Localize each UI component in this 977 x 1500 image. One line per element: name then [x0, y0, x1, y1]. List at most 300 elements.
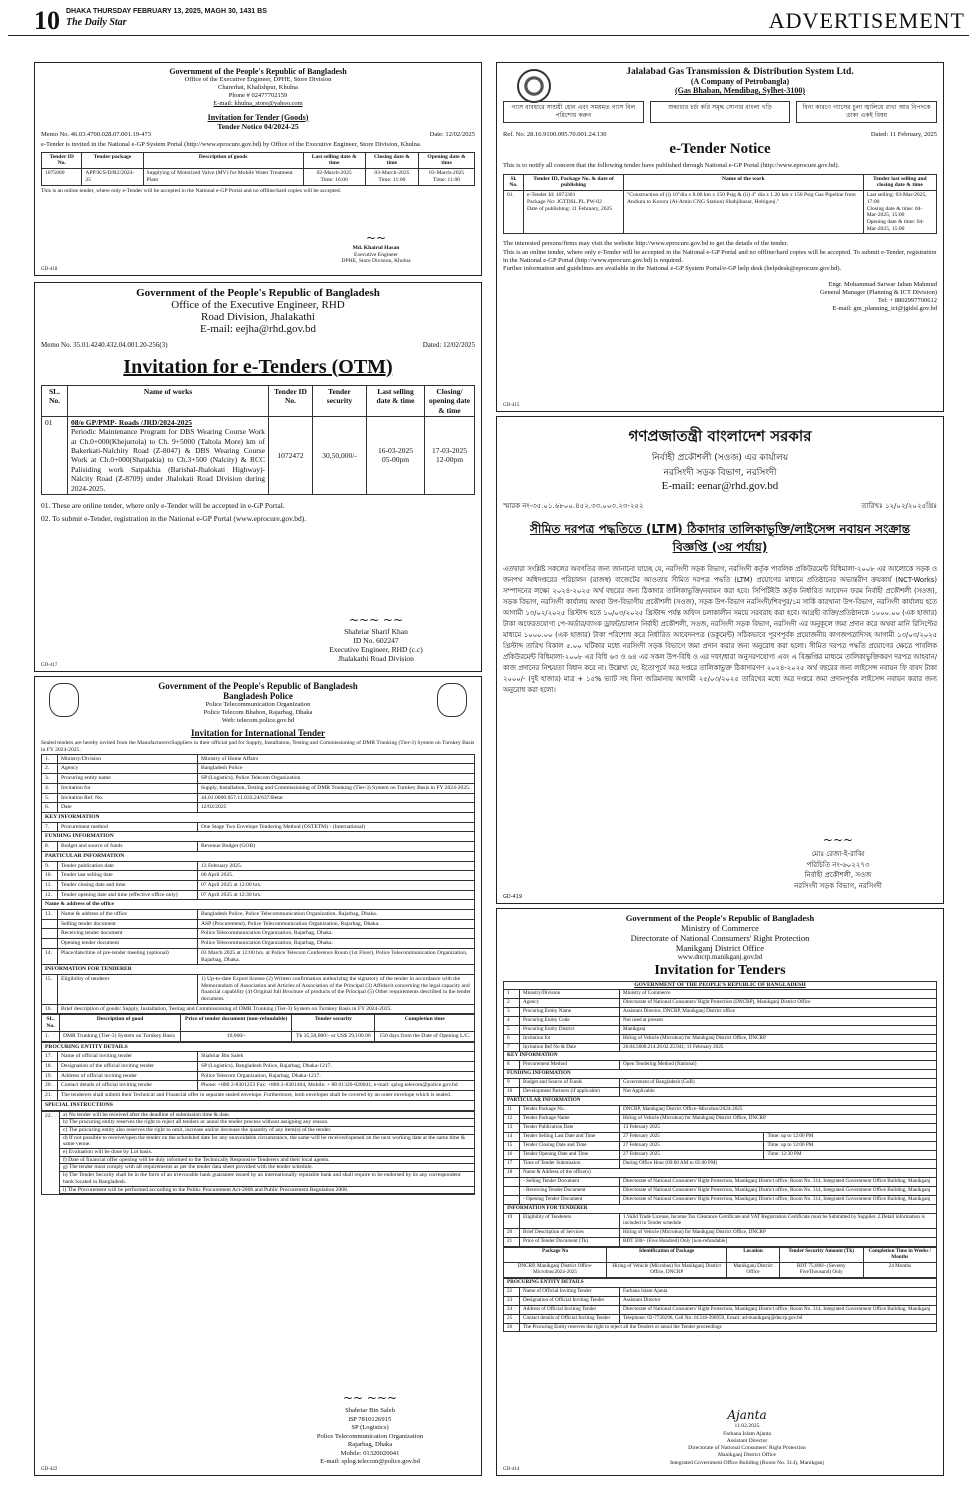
ad4-td: 22.: [42, 1111, 60, 1195]
ad4-th: Description of good: [60, 1015, 181, 1031]
ad2-company: Jalalabad Gas Transmission & Distribution System Ltd.: [626, 67, 854, 77]
ad1-td: Supplying of Motorized Valve (MV) for Mobile Water Treatment Plant: [143, 169, 303, 185]
ad4-td: 10,000/-: [181, 1031, 292, 1041]
table-cell: Designation of Official Inviting Tender: [520, 1296, 620, 1305]
signature-mark: ~~~ ~~: [348, 613, 404, 627]
table-cell: Budget and source of funds: [58, 842, 198, 852]
ad1-gov: Government of the People's Republic of Bangladesh: [169, 67, 347, 76]
table-cell: 13: [504, 1124, 520, 1133]
ad3-td: 01: [42, 416, 68, 494]
table-cell: Tender Package No.: [520, 1106, 620, 1115]
instruction-item: f) Date of financial offer opening will be duly informed to the Technically Responsive Tenderers and their local agents.: [60, 1157, 474, 1165]
table-cell: Time: 12:30 PM: [764, 1151, 937, 1160]
ad3-memo: Memo No. 35.01.4240.432.04.001.20-256(3): [41, 341, 168, 349]
table-cell: Eligibility of Tenderers: [520, 1213, 620, 1228]
table-cell: 17: [504, 1160, 520, 1169]
ad-bangladesh-police: [34, 676, 482, 1476]
table-cell: Brief description of goods: Supply, Installation, Testing and Commissioning of DMR Trunking (Tier-3) System on Turnkey Basis in FY 2024-2025.: [58, 1004, 475, 1014]
table-cell: 8: [504, 1061, 520, 1070]
table-row: [42, 974, 475, 1004]
ad-jalalabad-gas: [496, 62, 944, 412]
table-cell: Tender Closing Date and Time: [520, 1142, 620, 1151]
table-cell: Development Partners (if applicable): [520, 1088, 620, 1097]
table-cell: Tender Package Name: [520, 1115, 620, 1124]
table-cell: 21: [504, 1237, 520, 1246]
table-row: [42, 880, 475, 890]
table-cell: 26: [504, 1323, 520, 1332]
table-cell: Hiring of Vehicle (Microbus) for Manikganj District Office, DNCRP: [620, 1228, 937, 1237]
table-cell: 27 February 2025: [620, 1151, 764, 1160]
table-cell: 5.: [42, 793, 58, 803]
table-cell: 2.: [42, 764, 58, 774]
ad2-th: Tender last selling and closing date & time: [863, 174, 936, 190]
table-cell: BDT 500/- (Five Hundred) Only [non-refundable]: [620, 1237, 937, 1246]
ad1-th: Last selling date & time: [303, 152, 365, 168]
ad1-sign-title: Executive Engineer: [354, 251, 398, 258]
section-heading: SPECIAL INSTRUCTIONS: [42, 1100, 475, 1110]
ad3-signature: Shahriar Sharif Khan ID No. 602247 Executive Engineer, RHD (c.c) Jhalakathi Road Division: [329, 627, 423, 663]
gd-code: GD-418: [41, 267, 58, 272]
table-row: [504, 1213, 937, 1228]
table-cell: Farhana Islam Ajanta: [620, 1287, 937, 1296]
table-row: [504, 1142, 937, 1151]
ad4-th: Tender security: [292, 1015, 375, 1031]
section-heading: PROCURING ENTITY DETAILS: [504, 1278, 937, 1287]
ad6-th: Tender Security Amount (Tk): [779, 1247, 863, 1262]
table-cell: Address of official inviting tender: [58, 1071, 198, 1081]
table-cell: Tender opening date and time (effective office only): [58, 890, 198, 900]
ad3-date: Dated: 12/02/2025: [422, 341, 475, 349]
instruction-item: h) The Tender Security shall be in the form of an irrevocable bank guarantee issued by an internationally reputable bank and shall require to be endorsed by its any correspondent bank located in Bangladesh.: [60, 1172, 474, 1186]
ad1-memo: Memo No. 46.03.4700.028.07.001.19-473: [41, 130, 151, 138]
table-row: [504, 1034, 937, 1043]
table-cell: Bangladesh Police, Police Telecommunication Organization, Rajarbag, Dhaka.: [198, 910, 475, 920]
table-cell: Hiring of Vehicle (Microbus) for Manikganj District Office, DNCRP: [620, 1034, 937, 1043]
table-cell: Procuring Entity Name: [520, 1007, 620, 1016]
table-cell: Contact details of official inviting tender: [58, 1081, 198, 1091]
table-cell: 13 February 2025: [620, 1124, 937, 1133]
ad5-title: সীমিত দরপত্র পদ্ধতিতে (LTM) ঠিকাদার তালিকাভুক্তি/লাইসেন্স নবায়ন সংক্রান্ত বিজ্ঞপ্তি (৩য় পর্যায়): [529, 522, 911, 554]
ad3-td: 16-03-2025 05-00pm: [367, 416, 425, 494]
ad3-email[interactable]: E-mail: eejha@rhd.gov.bd: [199, 323, 317, 335]
table-cell: Opening tender document: [58, 939, 198, 949]
table-row: [504, 1323, 937, 1332]
table-cell: Agency: [520, 998, 620, 1007]
ad4-address: Police Telecom Bhabon, Rajarbag, Dhaka: [203, 709, 313, 717]
ad1-th: Closing date & time: [365, 152, 418, 168]
date-line: DHAKA THURSDAY FEBRUARY 13, 2025, MAGH 30, 1431 BS: [66, 8, 267, 15]
ad3-td: 1072472: [269, 416, 313, 494]
table-cell: 1) Up-to-date Export license (2) Written confirmation authorizing the signatory of the tender in accordance with the Memorandum of Association and Articles of Association of the Principal (3) Affidavit concerning the legal capacity and financial capability (4) Original full Brochure of products of the Principal (5) Other requirements described in the tender document.: [198, 974, 475, 1004]
table-row: [42, 842, 475, 852]
table-cell: SP (Logistics), Police Telecom Organization: [198, 774, 475, 784]
ad5-body: এতদ্বারা সংশ্লিষ্ট সকলের অবগতির জন্য জানানো যাচ্ছে যে, নরসিংদী সড়ক বিভাগ, নরসিংদী কর্তৃক পাবলিক প্রকিউরমেন্ট বিধিমালা-২০০৮ এর আলোকে সড়ক ও জনপথ অধিদপ্তরের পরিচালন (রাজস্ব) বাজেটের আওতায় সীমিত দরপত্র পদ্ধতি (LTM) প্রয়োগের মাধ্যমে প্রতিষ্ঠানের অভ্যন্তরীণ ক্রয়কার্য (NCT-Works) সম্পাদনের লক্ষ্যে ২০২৪-২০২৫ অর্থ বছরের জন্য ঠিকাদার তালিকাভুক্তি/নবায়ন করা হবে। সিপিটিইউ কর্তৃক নির্ধারিত আবেদন ফরম নির্বাহী প্রকৌশলী (সওজ), সড়ক বিভাগ, নরসিংদী কার্যালয় অথবা উপ-বিভাগীয় প্রকৌশলী (সওজ), সড়ক উপ-বিভাগ নরসিংদী/শিবপুর/১ম সার্কি কারখানা উপ-বিভাগ, নরসিংদী কার্যালয় হতে আগামী ১৩/০২/২০২৫ খ্রিস্টাব্দ হতে ১০/০৩/২০২৫ খ্রিস্টাব্দ পর্যন্ত অফিস চলাকালীন সময়ে সরবরাহ করা হবে। আগ্রহী ব্যক্তি/প্রতিষ্ঠানকে ১০০০.০০ (এক হাজার) টাকা অফেরতযোগ্য পে-অর্ডার/ব্যাংক ড্রাফট/চালান নির্বাহী প্রকৌশলী, সওজ, নরসিংদী সড়ক বিভাগ, নরসিংদী এর অনুকূলে জমা প্রদান করে অথবা মানি রিসিপ্টের মাধ্যমে ১০০০.০০ (এক হাজার) টাকা পরিশোধ করে নির্ধারিত আবেদনপত্র (ডকুমেন্ট) সঠিকভাবে পূরণপূর্বক প্রয়োজনীয় কাগজপত্রাদিসহ আগামী ১৩/০৩/২০২৫ খ্রিস্টাব্দ তারিখ বিকাল ৫.০০ ঘটিকার মধ্যে নরসিংদী সড়ক বিভাগে জমা প্রদান করার জন্য অনুরোধ করা হলো। সীমিত দরপত্র পদ্ধতি প্রয়োগের ক্ষেত্রে পাবলিক প্রকিউরমেন্ট বিধিমালা-২০০৮ এর বিধি ৬৩ ও ৬৪ এর সকল উপ-বিধি ও এর দফা/ধারা অনুসরণযোগ্য এবং এ বিজ্ঞপ্তির মাধ্যমে তালিকাভুক্তিকরণ দরপত্র আহবান/কাজ প্রদানের নিশ্চয়তা বিধান করে না। উল্লেখ্য যে, ইতোপূর্বে অত্র দপ্তরে তালিকাভুক্ত ঠিকাদারগণ ২০২৪-২০২৫ অর্থ বছরের জন্য লাইসেন্স নবায়ন ফি বাবদ টাকা ২০০০/- (দুই হাজার) মাত্র + ১৫% ভ্যাট সহ বিনা জরিমানায় আগামী ২৫/০৩/২০২৫ তারিখের মধ্যে অত্র দপ্তরে জমা প্রদানপূর্বক লাইসেন্স নবায়ন করার জন্য অনুরোধ করা হলো।: [503, 565, 937, 694]
ad4-entity-table: [41, 1042, 475, 1111]
table-cell: Agency: [58, 764, 198, 774]
table-cell: 24: [504, 1305, 520, 1314]
table-row: [504, 1088, 937, 1097]
ad3-th: Name of works: [68, 385, 269, 416]
ad1-table: [41, 152, 475, 186]
table-row: [504, 1169, 937, 1178]
ad1-address: Charerhat, Khalishpur, Khulna: [218, 84, 298, 92]
table-cell: Place/date/time of pre-tender meeting (optional): [58, 948, 198, 964]
ad5-office: নির্বাহী প্রকৌশলী (সওজ) এর কার্যালয়: [651, 453, 789, 463]
section-heading: PROCURING ENTITY DETAILS: [42, 1042, 475, 1052]
table-row: [42, 939, 475, 949]
ad6-title: Invitation for Tenders: [654, 963, 786, 978]
table-row: [504, 1052, 937, 1061]
table-cell: 13 February 2025.: [198, 861, 475, 871]
ad6-gov: Government of the People's Republic of Bangladesh: [625, 913, 815, 923]
table-cell: Directorate of National Consumers' Right Protection, Manikganj District office, Room No. 314, Integrated Government Office Building, Manikganj: [620, 1305, 937, 1314]
table-row: [504, 1016, 937, 1025]
table-cell: Tender publication date: [58, 861, 198, 871]
ad4-th: Completion time: [375, 1015, 475, 1031]
ad6-web[interactable]: www.dncrp.manikganj.gov.bd: [677, 953, 763, 961]
ad3-td: 30,50,000/-: [313, 416, 367, 494]
table-cell: Procuring Entity District: [520, 1025, 620, 1034]
table-cell: Name of official inviting tender: [58, 1052, 198, 1062]
ad5-division: নরসিংদী সড়ক বিভাগ, নরসিংদী: [663, 468, 777, 478]
ad2-parent: (A Company of Petrobangla): [690, 77, 790, 86]
ad4-org: Police Telecommunication Organization: [205, 701, 311, 708]
table-cell: Not used at present: [620, 1016, 937, 1025]
ad-rhd-narsingdi: [496, 416, 944, 904]
table-cell: Directorate of National Consumers' Right Protection, Manikganj District office, Room No. 314, Integrated Government Office Building, Manikganj: [620, 1195, 937, 1204]
table-row: [42, 851, 475, 861]
table-cell: Open Tendering Method (National): [620, 1061, 937, 1070]
ad3-note1: 01. These are online tender, where only e-Tender will be accepted in e-GP Portal.: [41, 500, 285, 510]
police-emblem-left: [49, 683, 79, 717]
newspaper-logo: The Daily Star: [66, 17, 127, 28]
table-cell: Manikganj: [620, 1025, 937, 1034]
table-cell: 8.: [42, 842, 58, 852]
table-row: [42, 1071, 475, 1081]
ad2-td: Last selling: 03-Mar-2025, 17:00 Closing date & time: 04-Mar-2025, 15:00 Opening date & time: 04-Mar-2025, 15:00: [863, 191, 936, 234]
ad3-th: Tender security: [313, 385, 367, 416]
ad1-email[interactable]: E-mail: khulna_store@yahoo.com: [213, 100, 303, 108]
table-cell: 9: [504, 1079, 520, 1088]
instruction-item: i) The Procurement will be performed according to the Public Procurement Act-2006 and Public Procurement Regulation 2008.: [60, 1187, 474, 1195]
table-cell: 1.: [42, 754, 58, 764]
table-cell: 19: [504, 1213, 520, 1228]
table-row: [42, 965, 475, 975]
slogan: শুদ্ধাচার চর্চা করি সমৃদ্ধ সোনার বাংলা গড়ি: [650, 101, 791, 123]
instruction-item: c) The procuring entity also reserves the right to omit, increase and/or decrease the quantity of any item(s) of the tender.: [60, 1127, 474, 1135]
table-row: [504, 1314, 937, 1323]
gd-code: GD-419: [503, 894, 523, 900]
table-row: [42, 793, 475, 803]
ad4-signature-block: [275, 1391, 465, 1467]
table-row: [42, 803, 475, 813]
ad1-date: Date: 12/02/2025: [429, 130, 475, 138]
table-cell: During Office Hour (09:00 AM to 05:00 PM): [620, 1160, 937, 1169]
ad6-td: BDT 75,000/- (Seventy FiveThousand) Only: [779, 1262, 863, 1277]
ad1-intro: e-Tender is invited in the National e-GP System Portal (http://www.eprocure.gov.bd) by Office of the Executive Engineer, Store Division, Khulna.: [41, 140, 422, 148]
table-cell: Procuring Entity Code: [520, 1016, 620, 1025]
section-heading: KEY INFORMATION: [504, 1052, 937, 1061]
ad1-td: 1075060: [42, 169, 82, 185]
table-row: [42, 929, 475, 939]
table-row: [42, 1100, 475, 1110]
table-cell: Police Telecommunication Organization, Rajarbag, Dhaka.: [198, 929, 475, 939]
table-cell: 20.: [42, 1081, 58, 1091]
table-cell: 4.: [42, 783, 58, 793]
table-cell: 6.: [42, 803, 58, 813]
ad-dphe-khulna: [34, 62, 482, 276]
table-cell: 19.: [42, 1071, 58, 1081]
table-row: [504, 1278, 937, 1287]
ad2-date: Dated: 11 February, 2025: [870, 130, 937, 138]
slogan: গ্যাস ব্যবহারে সাশ্রয়ী হোন এবং সময়মত গ্যাস বিল পরিশোধ করুন: [503, 101, 644, 123]
table-row: [42, 783, 475, 793]
table-cell: Procurement method: [58, 822, 198, 832]
table-cell: 3.: [42, 774, 58, 784]
table-row: [42, 1061, 475, 1071]
ad3-table: [41, 385, 475, 495]
table-cell: Assistant Director, DNCRP, Manikganj District office: [620, 1007, 937, 1016]
ad4-agency: Bangladesh Police: [223, 691, 293, 701]
table-row: [504, 1237, 937, 1246]
table-row: [504, 1079, 937, 1088]
table-cell: Date: [58, 803, 198, 813]
ad6-td: Manikganj District Office: [727, 1262, 780, 1277]
table-cell: Police Telecommunication Organization, Rajarbag, Dhaka.: [198, 939, 475, 949]
table-cell: 23: [504, 1296, 520, 1305]
signature-mark: ~~: [365, 230, 387, 245]
table-row: [504, 1195, 937, 1204]
table-row: [42, 948, 475, 964]
table-cell: Procurement Method: [520, 1061, 620, 1070]
ad6-td: DNCRP, Manikganj District Office-Microbus/2024-2025: [504, 1262, 607, 1277]
table-cell: 10.: [42, 871, 58, 881]
ad3-td: 17-03-2025 12-00pm: [425, 416, 475, 494]
slogan: বিনা কারণে গ্যাসের চুলা জ্বালিয়ে রাখা আর বিপদকে ডাকা একই বিষয়: [796, 101, 937, 123]
ad4-gov: Government of the People's Republic of Bangladesh: [158, 681, 358, 691]
table-row: [42, 754, 475, 764]
table-row: [42, 764, 475, 774]
table-cell: Telephone: 02-7720296, Cell No: 01318-396959, Email: ad-manikganj@dncrp.gov.bd: [620, 1314, 937, 1323]
table-cell: 03 March 2025 at 12:00 hrs. at Police Telecom Conference Room (1st Floor), Police Telecommunication Organization, Rajarbag, Dhaka.: [198, 948, 475, 964]
ad6-td: Hiring of Vehicle (Microbus) for Manikganj District Office, DNCRP: [607, 1262, 727, 1277]
section-heading: FUNDING INFORMATION: [42, 832, 475, 842]
ad3-gov: Government of the People's Republic of Bangladesh: [136, 287, 380, 299]
table-cell: Directorate of National Consumers' Right Protection, Manikganj District office, Room No. 314, Integrated Government Office Building, Manikganj: [620, 1178, 937, 1187]
ad4-intro: Sealed tenders are hereby invited from the Manufacturers/Suppliers in their official pad for Supply, Installation, Testing and Commissioning of DMR Trunking (Tier-3) System on Turnkey Basis in FY 2024-2025.: [41, 740, 475, 754]
ad1-signature-block: [311, 231, 441, 266]
ad4-web[interactable]: Web: telecom.police.gov.bd: [221, 717, 295, 725]
table-cell: 2: [504, 998, 520, 1007]
table-cell: [42, 939, 58, 949]
table-cell: 15: [504, 1142, 520, 1151]
table-cell: Designation of the official inviting tender: [58, 1061, 198, 1071]
table-cell: Government of Bangladesh (GoB): [620, 1079, 937, 1088]
table-cell: 27 February 2025: [620, 1142, 764, 1151]
table-cell: [42, 919, 58, 929]
instruction-item: a) No tender will be received after the deadline of submission time & date.: [60, 1112, 474, 1120]
table-cell: 6: [504, 1034, 520, 1043]
table-row: [504, 1007, 937, 1016]
table-cell: Tender Selling Last Date and Time: [520, 1133, 620, 1142]
table-cell: 14.: [42, 948, 58, 964]
table-cell: Invitation Ref. No.: [58, 793, 198, 803]
section-heading: FUNDING INFORMATION: [504, 1070, 937, 1079]
table-row: [42, 861, 475, 871]
table-cell: - Selling Tender Document: [520, 1178, 620, 1187]
section-heading: PARTICULAR INFORMATION: [504, 1097, 937, 1106]
table-cell: 12.: [42, 890, 58, 900]
table-row: [42, 774, 475, 784]
table-row: [42, 1052, 475, 1062]
table-cell: 16.: [42, 1004, 58, 1014]
section-heading: INFORMATION FOR TENDERER: [42, 965, 475, 975]
ad1-td: 03-March-2025 Time: 11:00: [419, 169, 475, 185]
ad3-description: Periodic Maintenance Program for DBS Wearing Course Work at Ch.0+000(Khejurtola) to Ch. 9+5000 (Taltola More) km of Bakerkati-Nalchity Road (Z-8047) & DBS Wearing Course Work at Ch.0+000(Shatpakia) to Ch.3+500 (Nalcity) & RCC Palisiding work Satpakhia (Barishal-Jhalokati Highway)-Nalcity Road (Z-8709) under Jhalokati Road Division during 2024-2025.: [71, 427, 265, 493]
table-row: [42, 890, 475, 900]
table-row: [504, 1061, 937, 1070]
table-row: [504, 1160, 937, 1169]
table-row: [42, 900, 475, 910]
ad4-signature: Shahriar Bin Saleh BP 7810126915 SP (Logistics) Police Telecommunication Organization Rajarbag, Dhaka Mobile: 01320020041 E-mail: splog.telecom@police.gov.bd: [316, 1407, 424, 1466]
ad4-td: 1.: [42, 1031, 60, 1041]
ad5-email[interactable]: E-mail: eenar@rhd.gov.bd: [661, 480, 779, 492]
ad3-th: Tender ID No.: [269, 385, 313, 416]
ad4-title: Invitation for International Tender: [190, 728, 326, 739]
ad5-memo: স্মারক নং-৩৫.০১.৬৮০০.৪৫২.৩৩.০০৩.২৩-২৫২: [503, 502, 644, 510]
ad6-info-table: [503, 989, 937, 1247]
ad1-th: Description of goods: [143, 152, 303, 168]
table-cell: [504, 1195, 520, 1204]
table-cell: 27 February 2025: [620, 1133, 764, 1142]
ad4-td: Tk 35,50,000/- or US$ 29,100.00: [292, 1031, 375, 1041]
table-cell: Name & Address of the office(s): [520, 1169, 937, 1178]
table-cell: Address of Official Inviting Tender: [520, 1305, 620, 1314]
table-cell: Receiving tender document: [58, 929, 198, 939]
table-row: [504, 1097, 937, 1106]
table-cell: Hiring of Vehicle (Microbus) for Manikganj District Office, DNCRP: [620, 1115, 937, 1124]
ad3-th: Last selling date & time: [367, 385, 425, 416]
gd-code: GD-415: [503, 403, 520, 408]
table-row: [504, 1133, 937, 1142]
table-cell: Supply, Installation, Testing and Commissioning of DMR Trunking (Tier-3) System on Turnkey Basis in FY 2024-2025.: [198, 783, 475, 793]
table-cell: Directorate of National Consumers' Right Protection (DNCRP), Manikganj District Office: [620, 998, 937, 1007]
table-cell: Police Telecom Organization, Rajarbag, Dhaka-1217.: [198, 1071, 475, 1081]
ad6-directorate: Directorate of National Consumers' Right Protection: [630, 933, 810, 943]
table-row: [504, 1228, 937, 1237]
ad2-th: Tender ID, Package No. & date of publishing: [524, 174, 624, 190]
section-heading: KEY INFORMATION: [42, 813, 475, 823]
ad3-th: SL. No.: [42, 385, 68, 416]
table-cell: 21.: [42, 1091, 58, 1101]
ad6-th: Completion Time in Weeks / Months: [863, 1247, 936, 1262]
ad5-signature: মোঃ রেজা-ই-রাব্বি পরিচিতি নং-৬০২২৭৩ নির্বাহী প্রকৌশলী, সওজ নরসিংদী সড়ক বিভাগ, নরসিংদী: [794, 850, 882, 890]
ad2-td: e-Tender Id: 1073301 Package No: JGTDSL.PL.PW-02 Date of publishing: 11 February, 2025: [524, 191, 624, 234]
instruction-item: b) The procuring entity reserves the right to reject all tenders or annul the tender process without assigning any reason.: [60, 1119, 474, 1127]
table-cell: Time: up to 12:00 PM: [764, 1142, 937, 1151]
ad1-notice: Tender Notice 04/2024-25: [217, 121, 299, 131]
table-cell: 26.04.5600.214.26.02.25.941; 11 February 2025: [620, 1043, 937, 1052]
table-cell: Brief Description of Services: [520, 1228, 620, 1237]
table-cell: [504, 1178, 520, 1187]
ad1-note: This is an online tender, where only e-Tender will be accepted in the National e-GP Portal and no offline/hard copies will be accepted.: [41, 187, 342, 194]
ad4-td: DMR Trunking (Tier-3) System on Turnkey Basis: [60, 1031, 181, 1041]
ad2-signature: Engr. Mohammad Sarwar Jahan Mahmud General Manager (Planning & ICT Division) Tel: + 8802997700612 E-mail: gm_planning_ict@jgtdsl.gov.bd: [819, 280, 937, 313]
table-row: [504, 1204, 937, 1213]
ad1-th: Opening date & time: [419, 152, 475, 168]
table-cell: SP (Logistics), Bangladesh Police, Rajarbag, Dhaka-1217.: [198, 1061, 475, 1071]
table-cell: 20: [504, 1228, 520, 1237]
table-cell: 18.: [42, 1061, 58, 1071]
ad6-th: Package No: [504, 1247, 607, 1262]
ad1-td: APP/K/S/D/R2/2024-25: [82, 169, 143, 185]
ad6-signature-block: [647, 1408, 847, 1467]
page-number: 10: [34, 6, 60, 35]
table-cell: The Procuring Entity reserves the right to reject all the Tenders or annul the Tender proceedings: [520, 1323, 937, 1332]
table-cell: Not Applicable: [620, 1088, 937, 1097]
table-cell: Time of Tender Submission: [520, 1160, 620, 1169]
table-cell: - Opening Tender Document: [520, 1195, 620, 1204]
police-emblem-right: [437, 683, 467, 717]
ad6-package-table: [503, 1247, 937, 1278]
gd-code: GD-417: [41, 663, 58, 668]
table-cell: Ministry of Home Affairs: [198, 754, 475, 764]
table-cell: Budget and Source of Funds: [520, 1079, 620, 1088]
table-row: [42, 1091, 475, 1101]
table-row: [504, 1106, 937, 1115]
section-title: ADVERTISEMENT: [768, 8, 965, 33]
ad2-slogans: [503, 101, 937, 123]
table-cell: DNCRP, Manikganj District Office–Microbus/2024-2025: [620, 1106, 937, 1115]
ad1-td: 03-March-2025 Time: 11:00: [365, 169, 418, 185]
table-cell: 15.: [42, 974, 58, 1004]
ad2-address: (Gas Bhaban, Mendibag, Sylhet-3100): [674, 86, 806, 95]
signature-mark: ~~~: [822, 833, 854, 847]
table-cell: 07 April 2025 at 12:30 hrs.: [198, 890, 475, 900]
table-cell: Invitation Ref No & Date: [520, 1043, 620, 1052]
ad2-table: [503, 174, 937, 235]
ad6-table-heading: GOVERNMENT OF THE PEOPLE'S REPUBLIC OF BANGLADESH: [503, 981, 937, 989]
table-row: [504, 1305, 937, 1314]
table-cell: Price of Tender Document (Tk): [520, 1237, 620, 1246]
table-cell: Phone: +880 2-8301253 Fax: +880 2-8301404, Mobile: + 88 01320-020041, e-mail: splog.telecom@police.gov.bd: [198, 1081, 475, 1091]
table-cell: Time: up to 12:00 PM: [764, 1133, 937, 1142]
ad-dncrp-manikganj: [496, 908, 944, 1476]
table-row: [504, 1124, 937, 1133]
table-cell: 22: [504, 1287, 520, 1296]
ad2-intro: This is to notify all concern that the following tender have published through National e-GP Portal (http://www.eprocure.gov.bd).: [503, 161, 840, 169]
table-row: [504, 1115, 937, 1124]
section-heading: PARTICULAR INFORMATION: [42, 851, 475, 861]
ad2-notes: The interested persons/firms may visit the website http://www.eprocure.gov.bd to get the details of the tender. This is an online tender, where only e-Tender will be accepted in the National e-GP Portal and no offline/hard copies will be accepted. To submit e-Tender, registration in the National e-GP Portal (http://www.eprocure.gov.bd) is required. Further information and guidelines are available in the National e-GP System Portal/e-GP help desk (helpdesk@eprocure.gov.bd).: [503, 240, 937, 272]
table-cell: Revenue Budget (GOB): [198, 842, 475, 852]
ad1-th: Tender ID No.: [42, 152, 82, 168]
ad6-entity-table: [503, 1278, 937, 1333]
table-cell: 06 April 2025.: [198, 871, 475, 881]
table-cell: ASP (Procurement), Police Telecommunication Organization, Rajarbag, Dhaka.: [198, 919, 475, 929]
table-row: [42, 1004, 475, 1014]
table-row: [42, 871, 475, 881]
table-cell: 25: [504, 1314, 520, 1323]
instruction-item: d) If not possible to receive/open the tender on the scheduled date for any unavoidable circumstance, the same will be received/opened on the next working date at the same time & same venue.: [60, 1135, 474, 1149]
ad-rhd-jhalakathi: [34, 282, 482, 672]
table-row: [42, 813, 475, 823]
ad1-title: Invitation for Tender (Goods): [207, 112, 309, 122]
table-cell: 9.: [42, 861, 58, 871]
table-cell: Shahriar Bin Saleh: [198, 1052, 475, 1062]
table-cell: 14: [504, 1133, 520, 1142]
table-cell: 44.01.0000.057.11.033.24/637/Betar: [198, 793, 475, 803]
